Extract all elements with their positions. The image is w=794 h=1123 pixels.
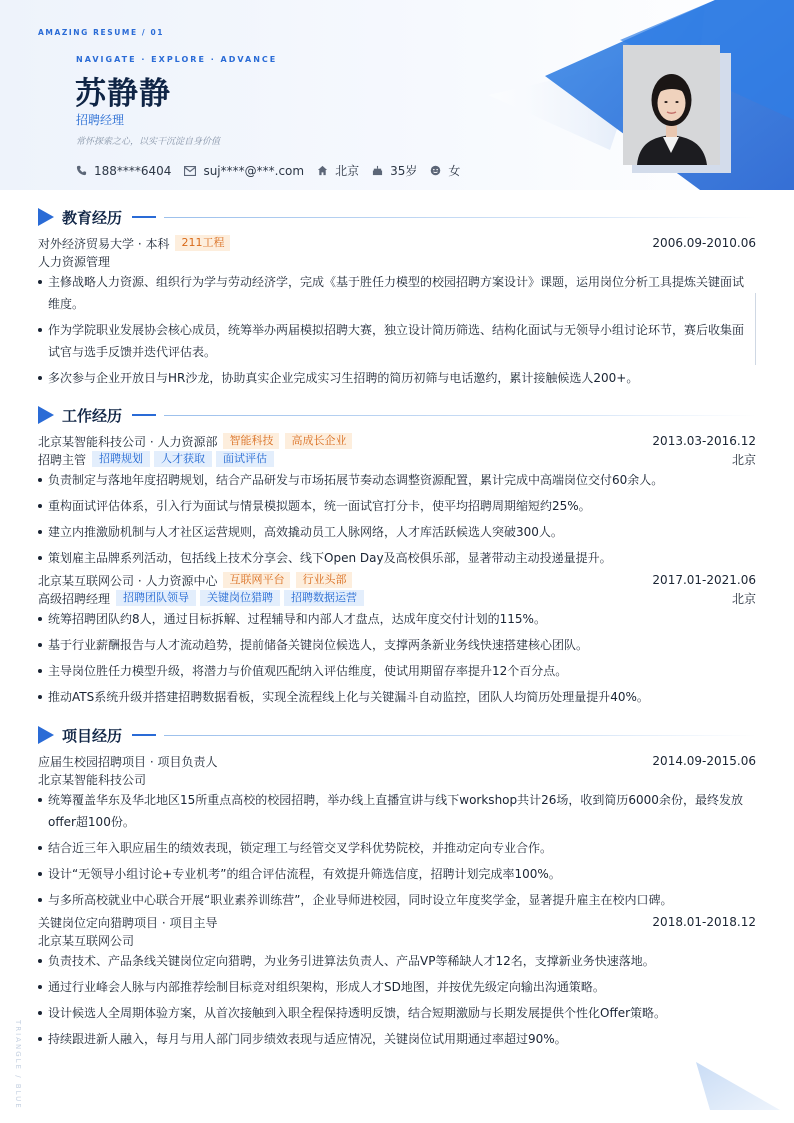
job-sub-row xyxy=(38,450,756,468)
list-item: 策划雇主品牌系列活动，包括线上技术分享会、线下Open Day及高校俱乐部，显著带动主动投递量提升。 xyxy=(38,547,756,569)
candidate-name: 苏静静 xyxy=(75,76,171,112)
candidate-motto: 常怀探索之心，以实干沉淀自身价值 xyxy=(76,137,221,147)
list-item: 基于行业薪酬报告与人才流动趋势，提前储备关键岗位候选人，支撑两条新业务线快速搭建核心团队。 xyxy=(38,634,756,656)
list-item: 结合近三年入职应届生的绩效表现，锁定理工与经管交叉学科优势院校，并推动定向专业合作。 xyxy=(38,837,756,859)
list-item: 持续跟进新人融入，每月与用人部门同步绩效表现与适应情况，关键岗位试用期通过率超过90%。 xyxy=(38,1028,756,1050)
work-title: 工作经历 xyxy=(62,406,123,425)
job-company: 北京某互联网公司 · 人力资源中心 xyxy=(38,573,218,588)
list-item: 负责技术、产品条线关键岗位定向猎聘，为业务引进算法负责人、产品VP等稀缺人才12名，支撑新业务快速落地。 xyxy=(38,950,756,972)
phone-text: 188****6404 xyxy=(94,163,172,178)
education-section xyxy=(38,207,756,393)
job-bullets xyxy=(38,608,756,708)
tagline-top: AMAZING RESUME / 01 xyxy=(38,28,165,37)
education-bullets xyxy=(38,271,756,389)
list-item: 建立内推激励机制与人才社区运营规则，高效撬动员工人脉网络，人才库活跃候选人突破300人。 xyxy=(38,521,756,543)
city-text: 北京 xyxy=(335,164,360,178)
contact-list xyxy=(76,162,473,179)
job-head xyxy=(38,432,756,450)
list-item: 推动ATS系统升级并搭建招聘数据看板，实现全流程线上化与关键漏斗自动监控，团队人均简历处理量提升40%。 xyxy=(38,686,756,708)
skill-tag: 招聘团队领导 xyxy=(116,590,196,606)
project-date: 2014.09-2015.06 xyxy=(652,754,756,768)
home-icon xyxy=(317,165,328,176)
list-item: 负责制定与落地年度招聘规划，结合产品研发与市场拓展节奏动态调整资源配置，累计完成中高端岗位交付60余人。 xyxy=(38,469,756,491)
projects-title: 项目经历 xyxy=(62,726,123,745)
work-heading xyxy=(38,405,756,425)
portrait-illustration xyxy=(623,45,720,165)
list-item: 设计候选人全周期体验方案，从首次接触到入职全程保持透明反馈，结合短期激励与长期发展提供个性化Offer策略。 xyxy=(38,1002,756,1024)
job-bullets xyxy=(38,469,756,569)
job-location: 北京 xyxy=(731,591,756,606)
job-location: 北京 xyxy=(731,452,756,467)
contact-city xyxy=(317,162,359,179)
company-tag: 智能科技 xyxy=(223,433,279,449)
resume-header xyxy=(0,0,794,190)
contact-email xyxy=(184,164,304,178)
school-name: 对外经济贸易大学 · 本科 xyxy=(38,236,170,251)
list-item: 通过行业峰会人脉与内部推荐绘制目标竞对组织架构，形成人才SD地图，并按优先级定向输出沟通策略。 xyxy=(38,976,756,998)
project-name: 关键岗位定向猎聘项目 · 项目主导 xyxy=(38,915,218,930)
title-dash xyxy=(132,414,156,416)
list-item: 主修战略人力资源、组织行为学与劳动经济学，完成《基于胜任力模型的校园招聘方案设计》课题，运用岗位分析工具提炼关键面试维度。 xyxy=(38,271,756,315)
work-section xyxy=(38,405,756,712)
contact-gender xyxy=(430,162,460,179)
skill-tag: 面试评估 xyxy=(216,451,274,467)
project-date: 2018.01-2018.12 xyxy=(652,915,756,929)
education-major-row xyxy=(38,252,756,270)
job-company: 北京某智能科技公司 · 人力资源部 xyxy=(38,434,218,449)
project-head xyxy=(38,752,756,770)
candidate-role: 招聘经理 xyxy=(76,113,125,127)
projects-section xyxy=(38,725,756,1054)
list-item: 统筹覆盖华东及华北地区15所重点高校的校园招聘，举办线上直播宣讲与线下workshop共计26场，收到简历6000余份，最终发放offer超100份。 xyxy=(38,789,756,833)
phone-icon xyxy=(76,165,87,176)
project-org-row xyxy=(38,931,756,949)
project-org: 北京某智能科技公司 xyxy=(38,772,147,787)
project-org: 北京某互联网公司 xyxy=(38,933,135,948)
contact-phone xyxy=(76,164,171,178)
projects-heading xyxy=(38,725,756,745)
education-heading xyxy=(38,207,756,227)
list-item: 作为学院职业发展协会核心成员，统筹举办两届模拟招聘大赛，独立设计简历筛选、结构化面试与无领导小组讨论环节，赛后收集面试官与选手反馈并迭代评估表。 xyxy=(38,319,756,363)
contact-age xyxy=(372,162,417,179)
list-item: 多次参与企业开放日与HR沙龙，协助真实企业完成实习生招聘的简历初筛与电话邀约，累计接触候选人200+。 xyxy=(38,367,756,389)
title-rule xyxy=(164,415,756,416)
email-text: suj****@***.com xyxy=(203,163,305,178)
company-tag: 互联网平台 xyxy=(223,572,290,588)
job-head xyxy=(38,571,756,589)
cake-icon xyxy=(372,165,383,176)
company-tag: 高成长企业 xyxy=(285,433,352,449)
education-title: 教育经历 xyxy=(62,208,123,227)
age-text: 35岁 xyxy=(390,164,418,178)
skill-tag: 招聘数据运营 xyxy=(284,590,364,606)
title-rule xyxy=(164,217,756,218)
project-org-row xyxy=(38,770,756,788)
skill-tag: 关键岗位猎聘 xyxy=(200,590,280,606)
gender-text: 女 xyxy=(448,164,461,178)
triangle-icon xyxy=(38,208,54,226)
list-item: 统筹招聘团队约8人，通过目标拆解、过程辅导和内部人才盘点，达成年度交付计划的115%。 xyxy=(38,608,756,630)
face-icon xyxy=(430,165,441,176)
title-rule xyxy=(164,735,756,736)
project-bullets xyxy=(38,789,756,911)
job-position: 高级招聘经理 xyxy=(38,591,111,606)
job-date: 2017.01-2021.06 xyxy=(652,573,756,587)
school-tag: 211工程 xyxy=(175,235,230,251)
list-item: 与多所高校就业中心联合开展“职业素养训练营”，企业导师进校园，同时设立年度奖学金，显著提升雇主在校内口碑。 xyxy=(38,889,756,911)
major-name: 人力资源管理 xyxy=(38,254,111,269)
subtag: NAVIGATE · EXPLORE · ADVANCE xyxy=(76,55,278,64)
skill-tag: 招聘规划 xyxy=(92,451,150,467)
profile-photo xyxy=(623,45,720,165)
company-tag: 行业头部 xyxy=(296,572,352,588)
education-date: 2006.09-2010.06 xyxy=(652,236,756,250)
triangle-icon xyxy=(38,726,54,744)
triangle-icon xyxy=(38,406,54,424)
list-item: 设计“无领导小组讨论+专业机考”的组合评估流程，有效提升筛选信度，招聘计划完成率100%。 xyxy=(38,863,756,885)
list-item: 主导岗位胜任力模型升级，将潜力与价值观匹配纳入评估维度，使试用期留存率提升12个百分点。 xyxy=(38,660,756,682)
title-dash xyxy=(132,734,156,736)
project-head xyxy=(38,913,756,931)
job-sub-row xyxy=(38,589,756,607)
list-item: 重构面试评估体系，引入行为面试与情景模拟题本，统一面试官打分卡，使平均招聘周期缩短约25%。 xyxy=(38,495,756,517)
education-entry-head xyxy=(38,234,756,252)
side-watermark: TRIANGLE / BLUE xyxy=(14,1020,22,1110)
title-dash xyxy=(132,216,156,218)
mail-icon xyxy=(184,166,196,176)
corner-decoration xyxy=(690,1060,794,1123)
job-position: 招聘主管 xyxy=(38,452,87,467)
skill-tag: 人才获取 xyxy=(154,451,212,467)
project-bullets xyxy=(38,950,756,1050)
project-name: 应届生校园招聘项目 · 项目负责人 xyxy=(38,754,218,769)
job-date: 2013.03-2016.12 xyxy=(652,434,756,448)
